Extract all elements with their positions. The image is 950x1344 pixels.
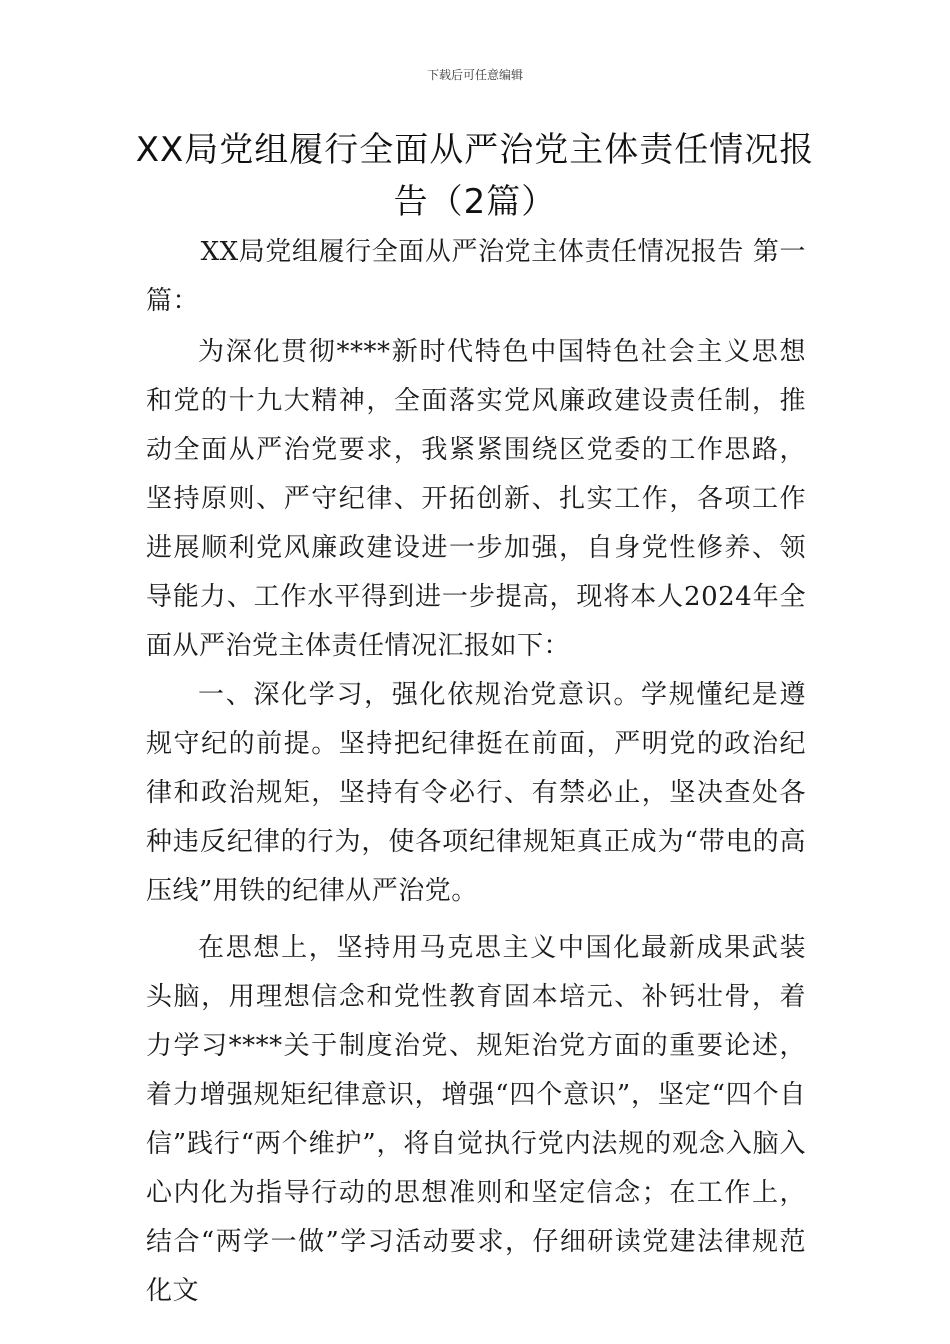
header-note: 下载后可任意编辑 [426, 68, 523, 82]
paragraph-thinking: 在思想上，坚持用马克思主义中国化最新成果武装头脑，用理想信念和党性教育固本培元、补钙壮骨，着力学习****关于制度治党、规矩治党方面的重要论述，着力增强规矩纪律意识，增强“四个意识”，坚定“四个自信”践行“两个维护”，将自觉执行党内法规的观念入脑入心内化为指导行动的思想准则和坚定信念；在工作上，结合“两学一做”学习活动要求，仔细研读党建法律规范化文 [146, 933, 806, 1306]
document-title: XX局党组履行全面从严治党主体责任情况报告（2篇） [135, 130, 815, 222]
paragraph-intro: 为深化贯彻****新时代特色中国特色社会主义思想和党的十九大精神，全面落实党风廉政建设责任制，推动全面从严治党要求，我紧紧围绕区党委的工作思路，坚持原则、严守纪律、开拓创新、扎实工作，各项工作进展顺利党风廉政建设进一步加强，自身党性修养、领导能力、工作水平得到进一步提高，现将本人2024年全面从严治党主体责任情况汇报如下： [146, 337, 806, 661]
document-subtitle: XX局党组履行全面从严治党主体责任情况报告 第一篇： [146, 237, 806, 316]
document-body [146, 228, 806, 1316]
paragraph-section-one: 一、深化学习，强化依规治党意识。学规懂纪是遵规守纪的前提。坚持把纪律挺在前面，严明党的政治纪律和政治规矩，坚持有令必行、有禁必止，坚决查处各种违反纪律的行为，使各项纪律规矩真正成为“带电的高压线”用铁的纪律从严治党。 [146, 680, 806, 906]
